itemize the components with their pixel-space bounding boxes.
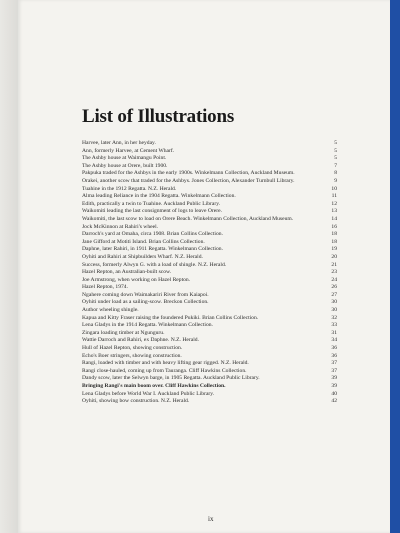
- illustration-page-number: 37: [331, 360, 337, 367]
- illustration-caption: Oyhiti under load as a sailing-scow. Breckon Collection.: [82, 299, 209, 306]
- illustration-caption: Ngahere coming down Waimakariri River from Kaiapoi.: [82, 291, 209, 298]
- illustration-caption: Dandy scow, later the Selwyn barge, in 1905 Regatta. Auckland Public Library.: [82, 375, 260, 382]
- book-gutter: [0, 0, 18, 533]
- illustration-caption: Wattie Darroch and Rahiri, ex Daphne. N.Z. Herald.: [82, 337, 199, 344]
- list-item: [82, 246, 337, 254]
- illustration-page-number: 12: [331, 200, 337, 207]
- list-item: [82, 292, 337, 300]
- illustration-caption: Waikomiti, the last scow to load on Orere Beach. Winkelmann Collection, Auckland Museum.: [82, 215, 294, 222]
- list-item: [82, 299, 337, 307]
- list-item: [82, 148, 337, 156]
- illustration-page-number: 30: [331, 307, 337, 314]
- illustration-page-number: 27: [331, 291, 337, 298]
- illustration-page-number: 36: [331, 345, 337, 352]
- list-item: [82, 262, 337, 270]
- list-item: [82, 277, 337, 285]
- illustration-caption: Joe Armstrong, when working on Hazel Repton.: [82, 276, 191, 283]
- book-cover-edge: [390, 0, 400, 533]
- illustration-page-number: 5: [334, 140, 337, 146]
- illustration-caption: Bringing Rangi's main boom over. Cliff Hawkins Collection.: [82, 383, 226, 389]
- illustration-page-number: 7: [334, 162, 337, 169]
- illustration-page-number: 42: [331, 398, 337, 405]
- list-item: [82, 193, 337, 201]
- illustration-page-number: 19: [331, 246, 337, 253]
- illustration-page-number: 18: [331, 238, 337, 245]
- list-item: [82, 216, 337, 224]
- illustration-page-number: 37: [331, 367, 337, 374]
- list-item: [82, 322, 337, 330]
- illustration-page-number: 36: [331, 352, 337, 359]
- illustration-caption: Zingara loading timber at Ngunguru.: [82, 329, 165, 336]
- illustration-caption: The Ashby house at Orere, built 1900.: [82, 162, 168, 169]
- list-item: [82, 269, 337, 277]
- list-item: [82, 337, 337, 345]
- illustration-caption: Hazel Repton, 1974.: [82, 284, 128, 291]
- illustration-page-number: 13: [331, 208, 337, 215]
- list-item: [82, 375, 337, 383]
- illustration-caption: Lena Gladys in the 1914 Regatta. Winkelmann Collection.: [82, 322, 213, 329]
- list-item: [82, 330, 337, 338]
- list-item: [82, 186, 337, 194]
- list-item: [82, 208, 337, 216]
- illustration-page-number: 5: [334, 155, 337, 162]
- list-item: [82, 140, 337, 148]
- illustration-caption: Alma leading Reliance in the 1904 Regatta. Winkelmann Collection.: [82, 193, 236, 200]
- list-item: [82, 360, 337, 368]
- list-item: [82, 391, 337, 399]
- illustration-page-number: 39: [331, 375, 337, 382]
- list-item: [82, 368, 337, 376]
- illustration-caption: Author wheeling shingle.: [82, 307, 139, 314]
- illustration-page-number: 26: [331, 284, 337, 291]
- illustration-caption: Hull of Hazel Repton, showing construction.: [82, 345, 183, 352]
- illustration-page-number: 23: [331, 269, 337, 276]
- illustrations-list: [82, 140, 337, 406]
- illustration-caption: Jock McKinnon at Rahiri's wheel.: [82, 223, 159, 230]
- illustration-page-number: 11: [331, 193, 337, 200]
- illustration-page-number: 10: [331, 185, 337, 192]
- list-item: [82, 345, 337, 353]
- illustration-page-number: 31: [331, 329, 337, 336]
- illustration-caption: Success, formerly Alwyn G. with a load of shingle. N.Z. Herald.: [82, 261, 227, 268]
- illustration-caption: Jane Gifford at Motiti Island. Brian Collins Collection.: [82, 238, 205, 245]
- illustration-caption: Lena Gladys before World War I. Auckland Public Library.: [82, 390, 215, 397]
- illustration-caption: Rangi close-hauled, coming up from Tauranga. Cliff Hawkins Collection.: [82, 367, 247, 374]
- illustration-caption: Ann, formerly Harvee, at Cement Wharf.: [82, 147, 175, 154]
- list-item: [82, 231, 337, 239]
- list-item: [82, 383, 337, 391]
- illustration-caption: Pakpuka traded for the Ashbys in the early 1900s. Winkelmann Collection, Auckland Museum.: [82, 170, 295, 177]
- illustration-caption: Daphne, later Rahiri, in 1911 Regatta. Winkelmann Collection.: [82, 246, 223, 253]
- illustration-caption: Rangi, loaded with timber and with heavy lifting gear rigged. N.Z. Herald.: [82, 360, 249, 367]
- list-item: [82, 315, 337, 323]
- illustration-caption: Harvee, later Ann, in her heyday.: [82, 140, 156, 146]
- illustration-page-number: 33: [331, 322, 337, 329]
- illustration-caption: Tuahine in the 1912 Regatta. N.Z. Herald.: [82, 185, 177, 192]
- illustration-caption: Echo's Boer stringers, showing construction.: [82, 352, 182, 359]
- list-item: [82, 398, 337, 406]
- illustration-page-number: 18: [331, 231, 337, 238]
- list-item: [82, 178, 337, 186]
- illustration-page-number: 8: [334, 170, 337, 177]
- list-item: [82, 239, 337, 247]
- list-item: [82, 307, 337, 315]
- illustration-page-number: 21: [331, 261, 337, 268]
- illustration-page-number: 5: [334, 147, 337, 154]
- illustration-caption: Hazel Repton, an Australian-built scow.: [82, 269, 172, 276]
- list-item: [82, 224, 337, 232]
- list-item: [82, 155, 337, 163]
- list-item: [82, 284, 337, 292]
- illustration-page-number: 40: [331, 390, 337, 397]
- book-page: [18, 0, 390, 533]
- list-item: [82, 170, 337, 178]
- page-title: List of Illustrations: [82, 106, 235, 127]
- list-item: [82, 254, 337, 262]
- illustration-caption: Oyhiti and Rahiri at Shipbuilders Wharf. N.Z. Herald.: [82, 253, 203, 260]
- illustration-caption: The Ashby house at Waimangu Point.: [82, 155, 167, 162]
- illustration-page-number: 24: [331, 276, 337, 283]
- illustration-page-number: 14: [331, 215, 337, 222]
- illustration-page-number: 20: [331, 253, 337, 260]
- illustration-caption: Edith, practically a twin to Tuahine. Auckland Public Library.: [82, 200, 221, 207]
- illustration-page-number: 30: [331, 299, 337, 306]
- illustration-page-number: 32: [331, 314, 337, 321]
- illustration-page-number: 39: [331, 383, 337, 389]
- illustration-caption: Oyhiti, showing bow construction. N.Z. Herald.: [82, 398, 190, 405]
- illustration-page-number: 9: [334, 177, 337, 184]
- illustration-page-number: 16: [331, 223, 337, 230]
- illustration-caption: Waikomiti leading the last consignment of logs to leave Orere.: [82, 208, 222, 215]
- illustration-caption: Darroch's yard at Omaha, circa 1908. Brian Collins Collection.: [82, 231, 223, 238]
- illustration-caption: Kapua and Kitty Fraser raising the foundered Pukiki. Brian Collins Collection.: [82, 314, 259, 321]
- illustration-page-number: 34: [331, 337, 337, 344]
- illustration-caption: Orakei, another scow that traded for the Ashbys. Jones Collection, Alexander Turnbull Library.: [82, 177, 295, 184]
- page-number: ix: [208, 515, 214, 523]
